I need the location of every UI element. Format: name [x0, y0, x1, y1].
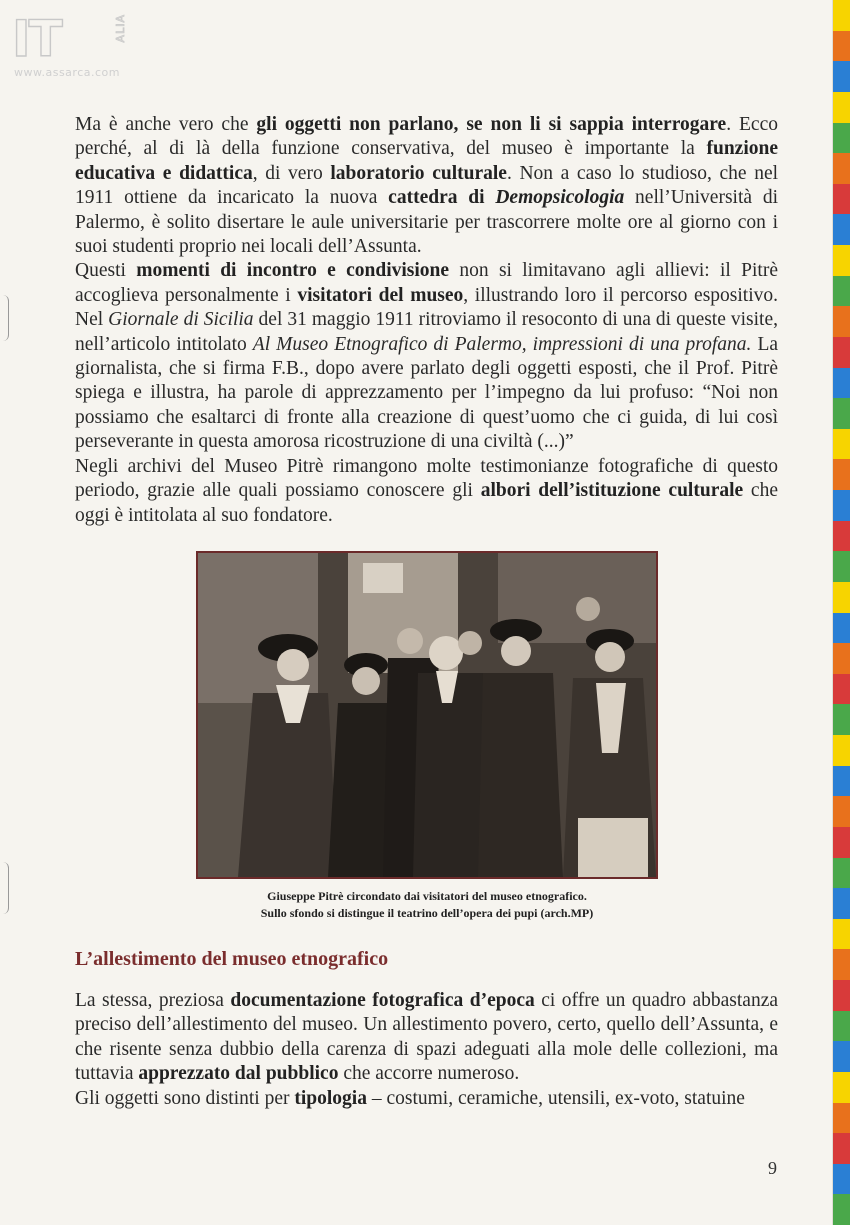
color-tab: [833, 674, 850, 705]
caption-line: Sullo sfondo si distingue il teatrino dell’opera dei pupi (arch.MP): [260, 906, 594, 920]
text-run: Demopsicologia: [495, 187, 625, 209]
color-tab-strip: [832, 0, 850, 1225]
color-tab: [833, 368, 850, 399]
paragraph: [75, 1087, 778, 1111]
color-tab: [833, 949, 850, 980]
historic-photo: [196, 551, 658, 879]
text-run: tipologia: [294, 1087, 367, 1109]
text-run: nell’Università di Palermo, è solito disertare le aule universitarie per trascorrere molte ore al giorno con i suoi studenti proprio nei locali dell’Assunta.: [75, 187, 778, 258]
watermark-vertical: ALIA: [114, 14, 127, 43]
color-tab: [833, 459, 850, 490]
text-run: albori dell’istituzione culturale: [480, 480, 744, 502]
text-run: che oggi è intitolata al suo fondatore.: [75, 480, 778, 526]
color-tab: [833, 153, 850, 184]
color-tab: [833, 796, 850, 827]
color-tab: [833, 61, 850, 92]
text-run: laboratorio culturale: [330, 162, 507, 184]
paragraph: [75, 113, 778, 259]
color-tab: [833, 1164, 850, 1195]
color-tab: [833, 0, 850, 31]
color-tab: [833, 337, 850, 368]
color-tab: [833, 92, 850, 123]
watermark-logo: [10, 10, 132, 82]
color-tab: [833, 1133, 850, 1164]
text-run: La stessa, preziosa: [75, 990, 231, 1011]
color-tab: [833, 31, 850, 62]
color-tab: [833, 214, 850, 245]
photo-illustration: [198, 553, 656, 877]
color-tab: [833, 123, 850, 154]
text-run: – costumi, ceramiche, utensili, ex-voto, statuine: [366, 1087, 745, 1109]
text-run: , illustrando loro il percorso espositivo. Nel: [75, 284, 778, 331]
color-tab: [833, 276, 850, 307]
text-run: Gli oggetti sono distinti per: [75, 1087, 295, 1109]
text-run: . Ecco perché, al di là della funzione conservativa, del museo è importante la: [75, 114, 778, 160]
color-tab: [833, 521, 850, 552]
color-tab: [833, 490, 850, 521]
color-tab: [833, 1194, 850, 1225]
watermark-url: www.assarca.com: [14, 66, 120, 79]
watermark-mark: IT: [12, 10, 61, 68]
color-tab: [833, 704, 850, 735]
color-tab: [833, 429, 850, 460]
page-edge-mark: [0, 295, 9, 341]
text-run: del 31 maggio 1911 ritroviamo il resoconto di una di queste visite, nell’articolo intitolato: [75, 309, 779, 355]
text-run: funzione educativa e didattica: [75, 138, 778, 184]
color-tab: [833, 643, 850, 674]
color-tab: [833, 980, 850, 1011]
color-tab: [833, 184, 850, 215]
page-number: 9: [768, 1158, 777, 1178]
text-run: Al Museo Etnografico di Palermo, impressioni di una profana.: [252, 333, 752, 355]
text-run: Ma è anche vero che: [75, 114, 257, 135]
paragraph: [75, 989, 778, 1087]
color-tab: [833, 827, 850, 858]
color-tab: [833, 888, 850, 919]
body-text-bottom: [75, 989, 778, 1111]
text-run: non si limitavano agli allievi: il Pitrè accoglieva personalmente i: [75, 260, 778, 306]
color-tab: [833, 1011, 850, 1042]
caption-line: Giuseppe Pitrè circondato dai visitatori del museo etnografico.: [267, 889, 587, 903]
text-run: ci offre un quadro abbastanza preciso dell’allestimento del museo. Un allestimento povero, certo, quello dell’Assunta, e che risente senza dubbio della carenza di spazi adeguati alla mole delle collezioni, ma tuttavia: [75, 990, 779, 1085]
color-tab: [833, 551, 850, 582]
section-heading: L’allestimento del museo etnografico: [75, 948, 389, 970]
color-tab: [833, 245, 850, 276]
color-tab: [833, 1103, 850, 1134]
text-run: . Non a caso lo studioso, che nel 1911 ottiene da incaricato la nuova: [75, 162, 779, 209]
color-tab: [833, 613, 850, 644]
page-edge-mark: [0, 862, 9, 914]
paragraph: [75, 259, 778, 454]
body-text-top: [75, 113, 778, 528]
text-run: momenti di incontro e condivisione: [136, 260, 450, 282]
text-run: cattedra di: [388, 187, 496, 209]
text-run: gli oggetti non parlano, se non li si sappia interrogare: [256, 114, 727, 135]
color-tab: [833, 858, 850, 889]
color-tab: [833, 582, 850, 613]
text-run: visitatori del museo: [297, 284, 464, 306]
text-run: , di vero: [252, 162, 331, 184]
text-run: Giornale di Sicilia: [108, 309, 254, 331]
color-tab: [833, 1072, 850, 1103]
text-run: che accorre numeroso.: [338, 1063, 520, 1085]
color-tab: [833, 306, 850, 337]
color-tab: [833, 735, 850, 766]
color-tab: [833, 919, 850, 950]
paragraph: [75, 455, 778, 528]
text-run: La giornalista, che si firma F.B., dopo avere parlato degli oggetti esposti, che il Prof. Pitrè spiega e illustra, ha parole di apprezzamento per l’impegno da lui profuso: “Noi non possiamo che esaltarci di fronte alla creazione di quest’uomo che ci guida, di lui così perseverante in questa amorosa ricostruzione di una civiltà (...)”: [75, 333, 779, 453]
color-tab: [833, 766, 850, 797]
photo-caption: [196, 888, 658, 922]
color-tab: [833, 1041, 850, 1072]
text-run: Questi: [75, 260, 137, 282]
text-run: documentazione fotografica d’epoca: [230, 990, 535, 1011]
color-tab: [833, 398, 850, 429]
text-run: Negli archivi del Museo Pitrè rimangono molte testimonianze fotografiche di questo periodo, grazie alle quali possiamo conoscere gli: [75, 455, 778, 502]
text-run: apprezzato dal pubblico: [138, 1063, 339, 1085]
